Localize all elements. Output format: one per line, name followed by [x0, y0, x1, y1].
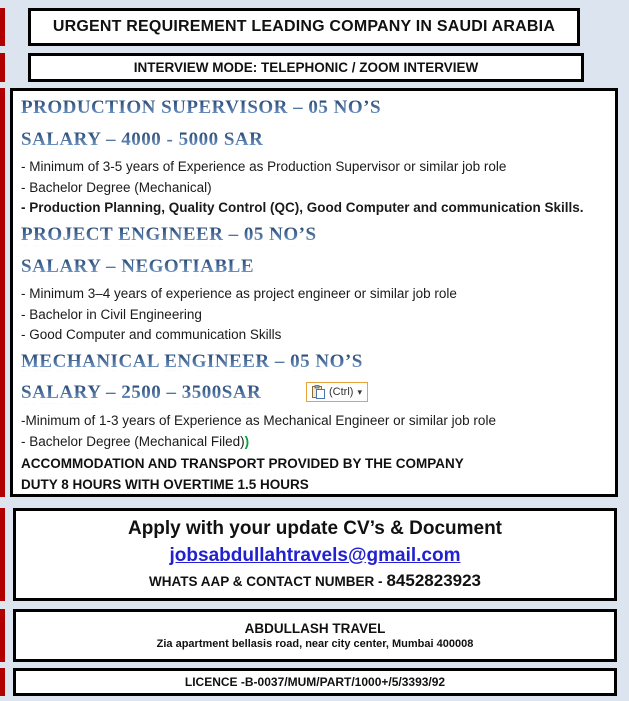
duty-hours-note: DUTY 8 HOURS WITH OVERTIME 1.5 HOURS: [21, 476, 309, 492]
agency-box: [13, 609, 617, 662]
job-title: PROJECT ENGINEER – 05 NO’S: [21, 223, 317, 248]
paste-options-label: (Ctrl): [329, 386, 354, 398]
urgent-requirement-text: URGENT REQUIREMENT LEADING COMPANY IN SAUDI ARABIA: [52, 18, 556, 35]
urgent-requirement-banner: [28, 8, 580, 46]
apply-box: [13, 508, 617, 601]
job-salary: SALARY – NEGOTIABLE: [21, 255, 254, 280]
licence-number: LICENCE -B-0037/MUM/PART/1000+/5/3393/92: [184, 675, 446, 689]
job-salary: SALARY – 4000 - 5000 SAR: [21, 128, 263, 153]
company-notes: [21, 454, 607, 495]
accommodation-note: ACCOMMODATION AND TRANSPORT PROVIDED BY THE COMPANY: [21, 456, 464, 472]
job-bullet: -Minimum of 1-3 years of Experience as Mechanical Engineer or similar job role: [21, 413, 496, 429]
whatsapp-number: 8452823923: [386, 571, 482, 591]
job-bullets: [21, 284, 607, 346]
job-bullet: - Minimum 3–4 years of experience as project engineer or similar job role: [21, 286, 457, 302]
whatsapp-contact: [149, 571, 481, 591]
job-bullets: [21, 411, 607, 452]
red-accent-bar: [0, 88, 5, 497]
agency-address: Zia apartment bellasis road, near city center, Mumbai 400008: [156, 638, 474, 650]
interview-mode-text: INTERVIEW MODE: TELEPHONIC / ZOOM INTERVIEW: [133, 60, 479, 75]
licence-box: [13, 668, 617, 696]
red-accent-bar: [0, 53, 5, 82]
job-section-project-engineer: [21, 223, 607, 346]
agency-name: ABDULLASH TRAVEL: [244, 621, 386, 636]
job-bullet: - Bachelor Degree (Mechanical): [21, 179, 212, 195]
job-bullet: - Minimum of 3-5 years of Experience as Production Supervisor or similar job role: [21, 159, 507, 175]
apply-instruction: Apply with your update CV’s & Document: [127, 517, 503, 539]
red-accent-bar: [0, 668, 5, 696]
clipboard-paste-icon: [312, 385, 325, 399]
job-title: PRODUCTION SUPERVISOR – 05 NO’S: [21, 96, 381, 121]
paste-options-button[interactable]: [306, 382, 368, 402]
red-accent-bar: [0, 8, 5, 46]
interview-mode-banner: [28, 53, 584, 82]
job-details-box: [10, 88, 618, 497]
job-bullet: - Production Planning, Quality Control (QC), Good Computer and communication Skills.: [21, 200, 584, 216]
job-bullet: - Bachelor Degree (Mechanical Filed)): [21, 433, 250, 449]
grammar-check-mark: ): [244, 433, 250, 449]
job-bullets: [21, 157, 607, 219]
job-bullet: - Good Computer and communication Skills: [21, 327, 282, 343]
whatsapp-label: WHATS AAP & CONTACT NUMBER -: [148, 574, 383, 590]
job-title: MECHANICAL ENGINEER – 05 NO’S: [21, 350, 363, 375]
red-accent-bar: [0, 609, 5, 662]
job-bullet: - Bachelor in Civil Engineering: [21, 306, 202, 322]
job-section-production-supervisor: [21, 96, 607, 219]
chevron-down-icon: ▾: [357, 386, 362, 397]
job-salary: SALARY – 2500 – 3500SAR: [21, 381, 261, 406]
apply-email-link[interactable]: jobsabdullahtravels@gmail.com: [169, 544, 461, 566]
red-accent-bar: [0, 508, 5, 601]
